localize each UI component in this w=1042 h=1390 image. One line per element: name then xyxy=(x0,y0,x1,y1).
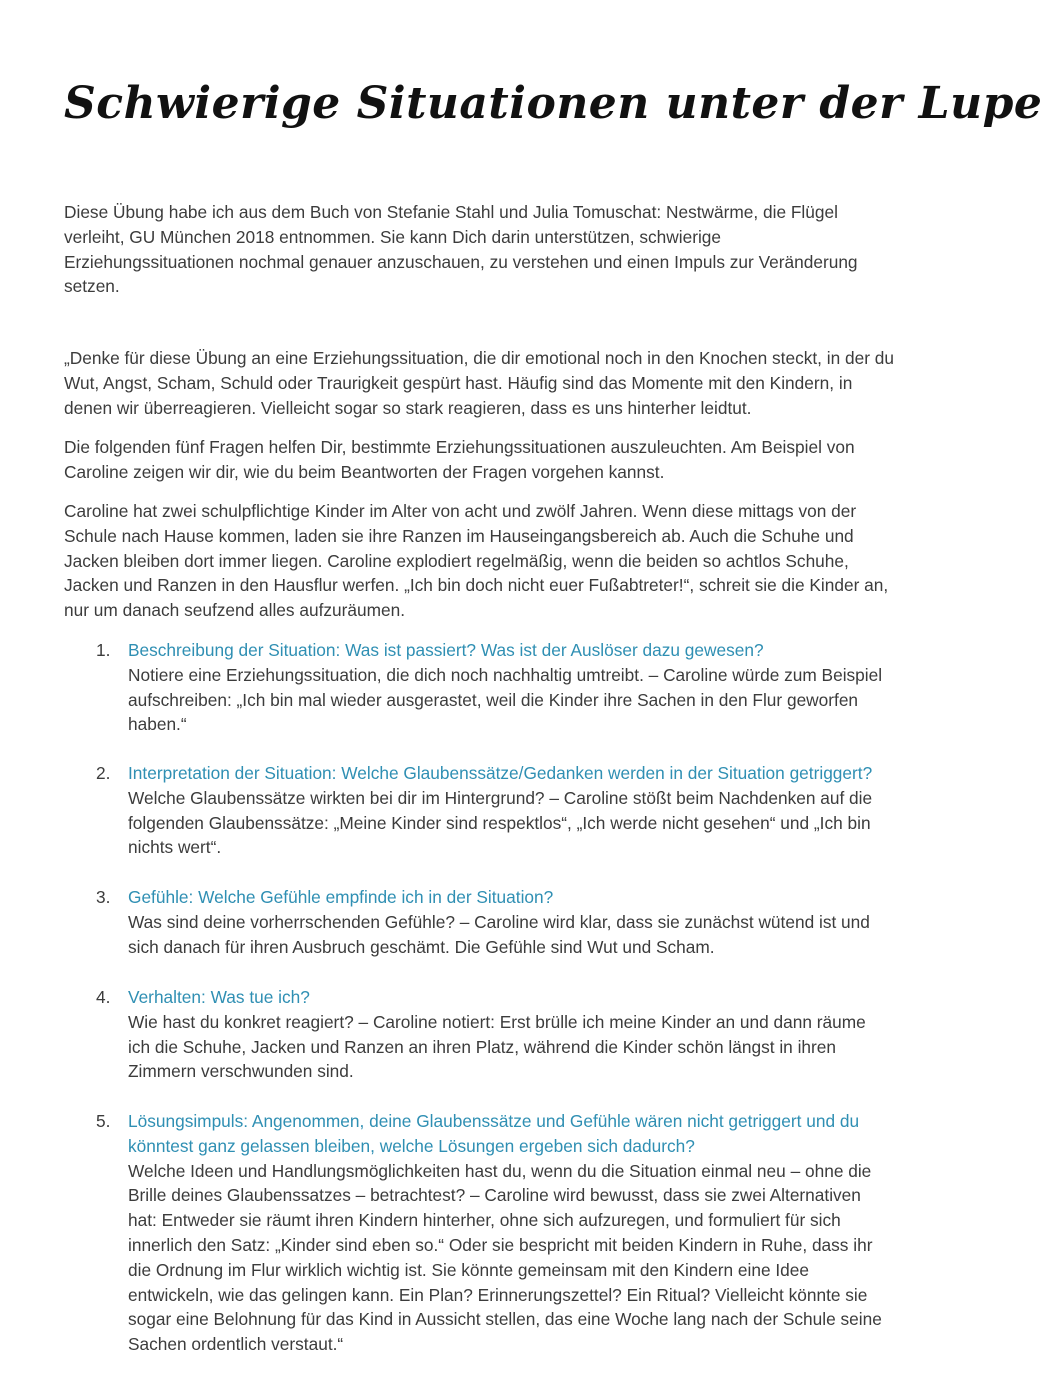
list-item-question: Gefühle: Welche Gefühle empfinde ich in der Situation? xyxy=(128,887,554,907)
list-item-number: 1. xyxy=(96,640,111,660)
list-item-question: Verhalten: Was tue ich? xyxy=(128,987,310,1007)
quote-paragraph: „Denke für diese Übung an eine Erziehungssituation, die dir emotional noch in den Knochen steckt, in der du Wut, Angst, Scham, Schuld oder Traurigkeit gespürt hast. Häufig sind das Momente mit den Kindern, in denen wir überreagieren. Vielleicht sogar so stark reagieren, dass es uns hinterher leidtut. xyxy=(64,348,895,418)
example-paragraph: Caroline hat zwei schulpflichtige Kinder im Alter von acht und zwölf Jahren. Wenn diese mittags von der Schule nach Hause kommen, laden sie ihre Ranzen im Hauseingangsbereich ab. Auch die Schuhe und Jacken bleiben dort immer liegen. Caroline explodiert regelmäßig, wenn die beiden so achtlos Schuhe, Jacken und Ranzen in den Hausflur werfen. „Ich bin doch nicht euer Fußabtreter!“, schreit sie die Kinder an, nur um danach seufzend alles aufzuräumen. xyxy=(64,501,889,621)
list-item-question: Interpretation der Situation: Welche Glaubenssätze/Gedanken werden in der Situation getriggert? xyxy=(128,763,873,783)
list-item-body: Welche Glaubenssätze wirkten bei dir im Hintergrund? – Caroline stößt beim Nachdenken auf die folgenden Glaubenssätze: „Meine Kinder sind respektlos“, „Ich werde nicht gesehen“ und „Ich bin nichts wert“. xyxy=(128,787,873,858)
list-item-number: 3. xyxy=(96,887,111,907)
list-item-content xyxy=(128,1109,890,1357)
list-item-question: Beschreibung der Situation: Was ist passiert? Was ist der Auslöser dazu gewesen? xyxy=(128,640,764,660)
list-item-content xyxy=(128,985,890,1084)
list-item-body: Was sind deine vorherrschenden Gefühle? – Caroline wird klar, dass sie zunächst wütend ist und sich danach für ihren Ausbruch geschämt. Die Gefühle sind Wut und Scham. xyxy=(128,911,870,957)
list-item-body: Notiere eine Erziehungssituation, die dich noch nachhaltig umtreibt. – Caroline würde zum Beispiel aufschreiben: „Ich bin mal wieder ausgerastet, weil die Kinder ihre Sachen in den Flur geworfen haben.“ xyxy=(128,664,883,735)
list-item-body: Wie hast du konkret reagiert? – Caroline notiert: Erst brülle ich meine Kinder an und dann räume ich die Schuhe, Jacken und Ranzen an ihren Platz, während die Kinder schön längst in ihren Zimmern verschwunden sind. xyxy=(128,1011,866,1082)
questions-intro-paragraph: Die folgenden fünf Fragen helfen Dir, bestimmte Erziehungssituationen auszuleuchten. Am Beispiel von Caroline zeigen wir dir, wie du beim Beantworten der Fragen vorgehen kannst. xyxy=(64,437,855,482)
list-item-content xyxy=(128,761,890,860)
list-item-number: 4. xyxy=(96,987,111,1007)
list-item-question: Lösungsimpuls: Angenommen, deine Glaubenssätze und Gefühle wären nicht getriggert und du könntest ganz gelassen bleiben, welche Lösungen ergeben sich dadurch? xyxy=(128,1111,860,1156)
list-item-body: Welche Ideen und Handlungsmöglichkeiten hast du, wenn du die Situation einmal neu – ohne die Brille deines Glaubenssatzes – betrachtest? – Caroline wird bewusst, dass sie zwei Alternativen hat: Entweder sie räumt ihren Kindern hinterher, ohne sich aufzuregen, und formuliert für sich innerlich den Satz: „Kinder sind eben so.“ Oder sie bespricht mit beiden Kindern in Ruhe, dass ihr die Ordnung im Flur wirklich wichtig ist. Sie könnte gemeinsam mit den Kindern eine Idee entwickeln, wie das gelingen kann. Ein Plan? Erinnerungszettel? Ein Ritual? Vielleicht könnte sie sogar eine Belohnung für das Kind in Aussicht stellen, das eine Woche lang nach der Schule seine Sachen ordentlich verstaut.“ xyxy=(128,1160,882,1355)
list-item-content xyxy=(128,885,890,959)
list-item-content xyxy=(128,638,890,737)
intro-paragraph: Diese Übung habe ich aus dem Buch von Stefanie Stahl und Julia Tomuschat: Nestwärme, die Flügel verleiht, GU München 2018 entnommen. Sie kann Dich darin unterstützen, schwierige Erziehungssituationen nochmal genauer anzuschauen, zu verstehen und einen Impuls zur Veränderung setzen. xyxy=(64,202,858,297)
list-item-number: 5. xyxy=(96,1111,111,1131)
list-item-number: 2. xyxy=(96,763,111,783)
page-title: Schwierige Situationen unter der Lupe xyxy=(64,78,1042,129)
